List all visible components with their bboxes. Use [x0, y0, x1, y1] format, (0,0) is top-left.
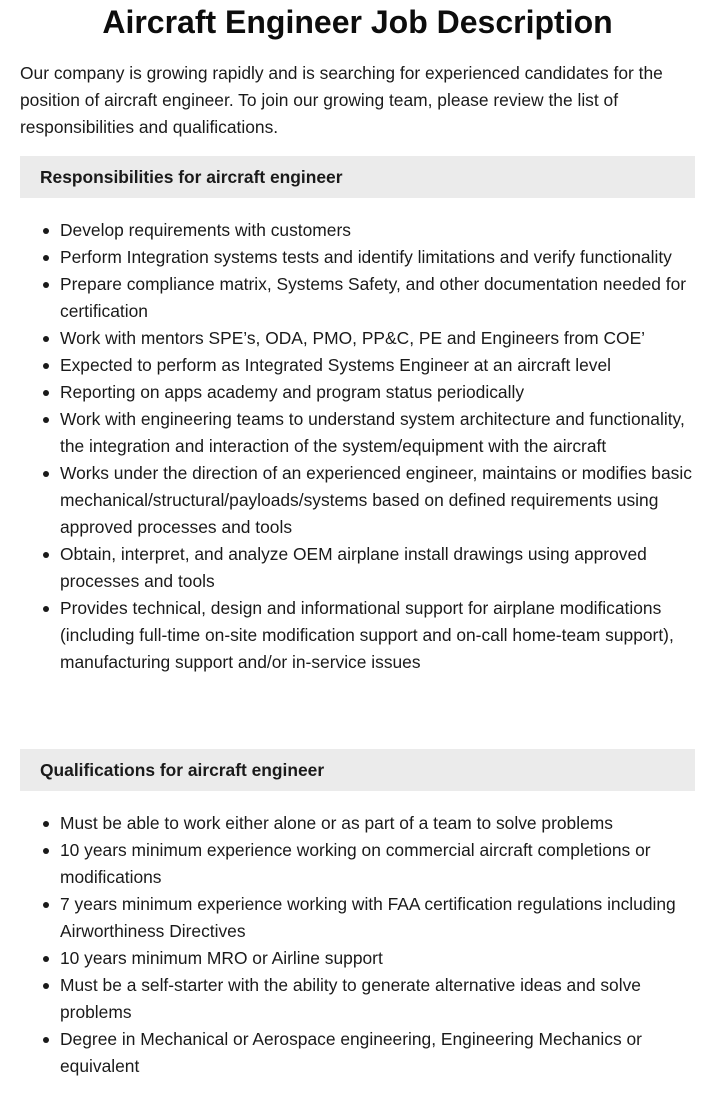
list-item-text: Perform Integration systems tests and identify limitations and verify functionality: [60, 247, 672, 267]
intro-paragraph: Our company is growing rapidly and is searching for experienced candidates for the position of aircraft engineer. To join our growing team, please review the list of responsibilities and qualifications.: [20, 63, 663, 137]
qualifications-heading: Qualifications for aircraft engineer: [20, 749, 695, 791]
responsibilities-list: [60, 217, 700, 676]
list-item: [60, 460, 700, 541]
list-item: [60, 271, 700, 325]
list-item: [60, 406, 700, 460]
list-item: [60, 972, 700, 1026]
list-item-text: 10 years minimum experience working on commercial aircraft completions or modifications: [60, 840, 651, 887]
list-item-text: Prepare compliance matrix, Systems Safety, and other documentation needed for certification: [60, 274, 687, 321]
list-item: [60, 325, 700, 352]
bullet-icon: [43, 552, 49, 558]
list-item-text: 7 years minimum experience working with FAA certification regulations including Airworthiness Directives: [60, 894, 676, 941]
list-item: [60, 379, 700, 406]
list-item: [60, 595, 700, 676]
list-item-text: Work with engineering teams to understand system architecture and functionality, the integration and interaction of the system/equipment with the aircraft: [60, 409, 685, 456]
bullet-icon: [43, 282, 49, 288]
list-item-text: Works under the direction of an experienced engineer, maintains or modifies basic mechanical/structural/payloads/systems based on defined requirements using approved processes and tools: [60, 463, 692, 537]
responsibilities-heading: Responsibilities for aircraft engineer: [20, 156, 695, 198]
list-item: [60, 217, 700, 244]
bullet-icon: [43, 606, 49, 612]
list-item-text: Provides technical, design and informational support for airplane modifications (including full-time on-site modification support and on-call home-team support), manufacturing support and/or in-service issues: [60, 598, 674, 672]
list-item-text: Work with mentors SPE’s, ODA, PMO, PP&C, PE and Engineers from COE’: [60, 328, 646, 348]
bullet-icon: [43, 390, 49, 396]
bullet-icon: [43, 228, 49, 234]
bullet-icon: [43, 363, 49, 369]
list-item-text: Reporting on apps academy and program status periodically: [60, 382, 525, 402]
qualifications-list: [60, 810, 700, 1080]
list-item: [60, 945, 700, 972]
list-item: [60, 541, 700, 595]
bullet-icon: [43, 956, 49, 962]
list-item-text: 10 years minimum MRO or Airline support: [60, 948, 383, 968]
list-item-text: Must be a self-starter with the ability to generate alternative ideas and solve problems: [60, 975, 641, 1022]
list-item: [60, 1026, 700, 1080]
bullet-icon: [43, 821, 49, 827]
bullet-icon: [43, 1037, 49, 1043]
list-item: [60, 837, 700, 891]
list-item-text: Obtain, interpret, and analyze OEM airplane install drawings using approved processes and tools: [60, 544, 647, 591]
list-item: [60, 352, 700, 379]
list-item-text: Degree in Mechanical or Aerospace engineering, Engineering Mechanics or equivalent: [60, 1029, 642, 1076]
list-item: [60, 891, 700, 945]
bullet-icon: [43, 983, 49, 989]
list-item-text: Must be able to work either alone or as part of a team to solve problems: [60, 813, 613, 833]
bullet-icon: [43, 848, 49, 854]
page-title: Aircraft Engineer Job Description: [102, 4, 613, 40]
bullet-icon: [43, 417, 49, 423]
bullet-icon: [43, 336, 49, 342]
list-item: [60, 810, 700, 837]
list-item-text: Develop requirements with customers: [60, 220, 351, 240]
list-item: [60, 244, 700, 271]
list-item-text: Expected to perform as Integrated Systems Engineer at an aircraft level: [60, 355, 611, 375]
bullet-icon: [43, 255, 49, 261]
bullet-icon: [43, 902, 49, 908]
bullet-icon: [43, 471, 49, 477]
